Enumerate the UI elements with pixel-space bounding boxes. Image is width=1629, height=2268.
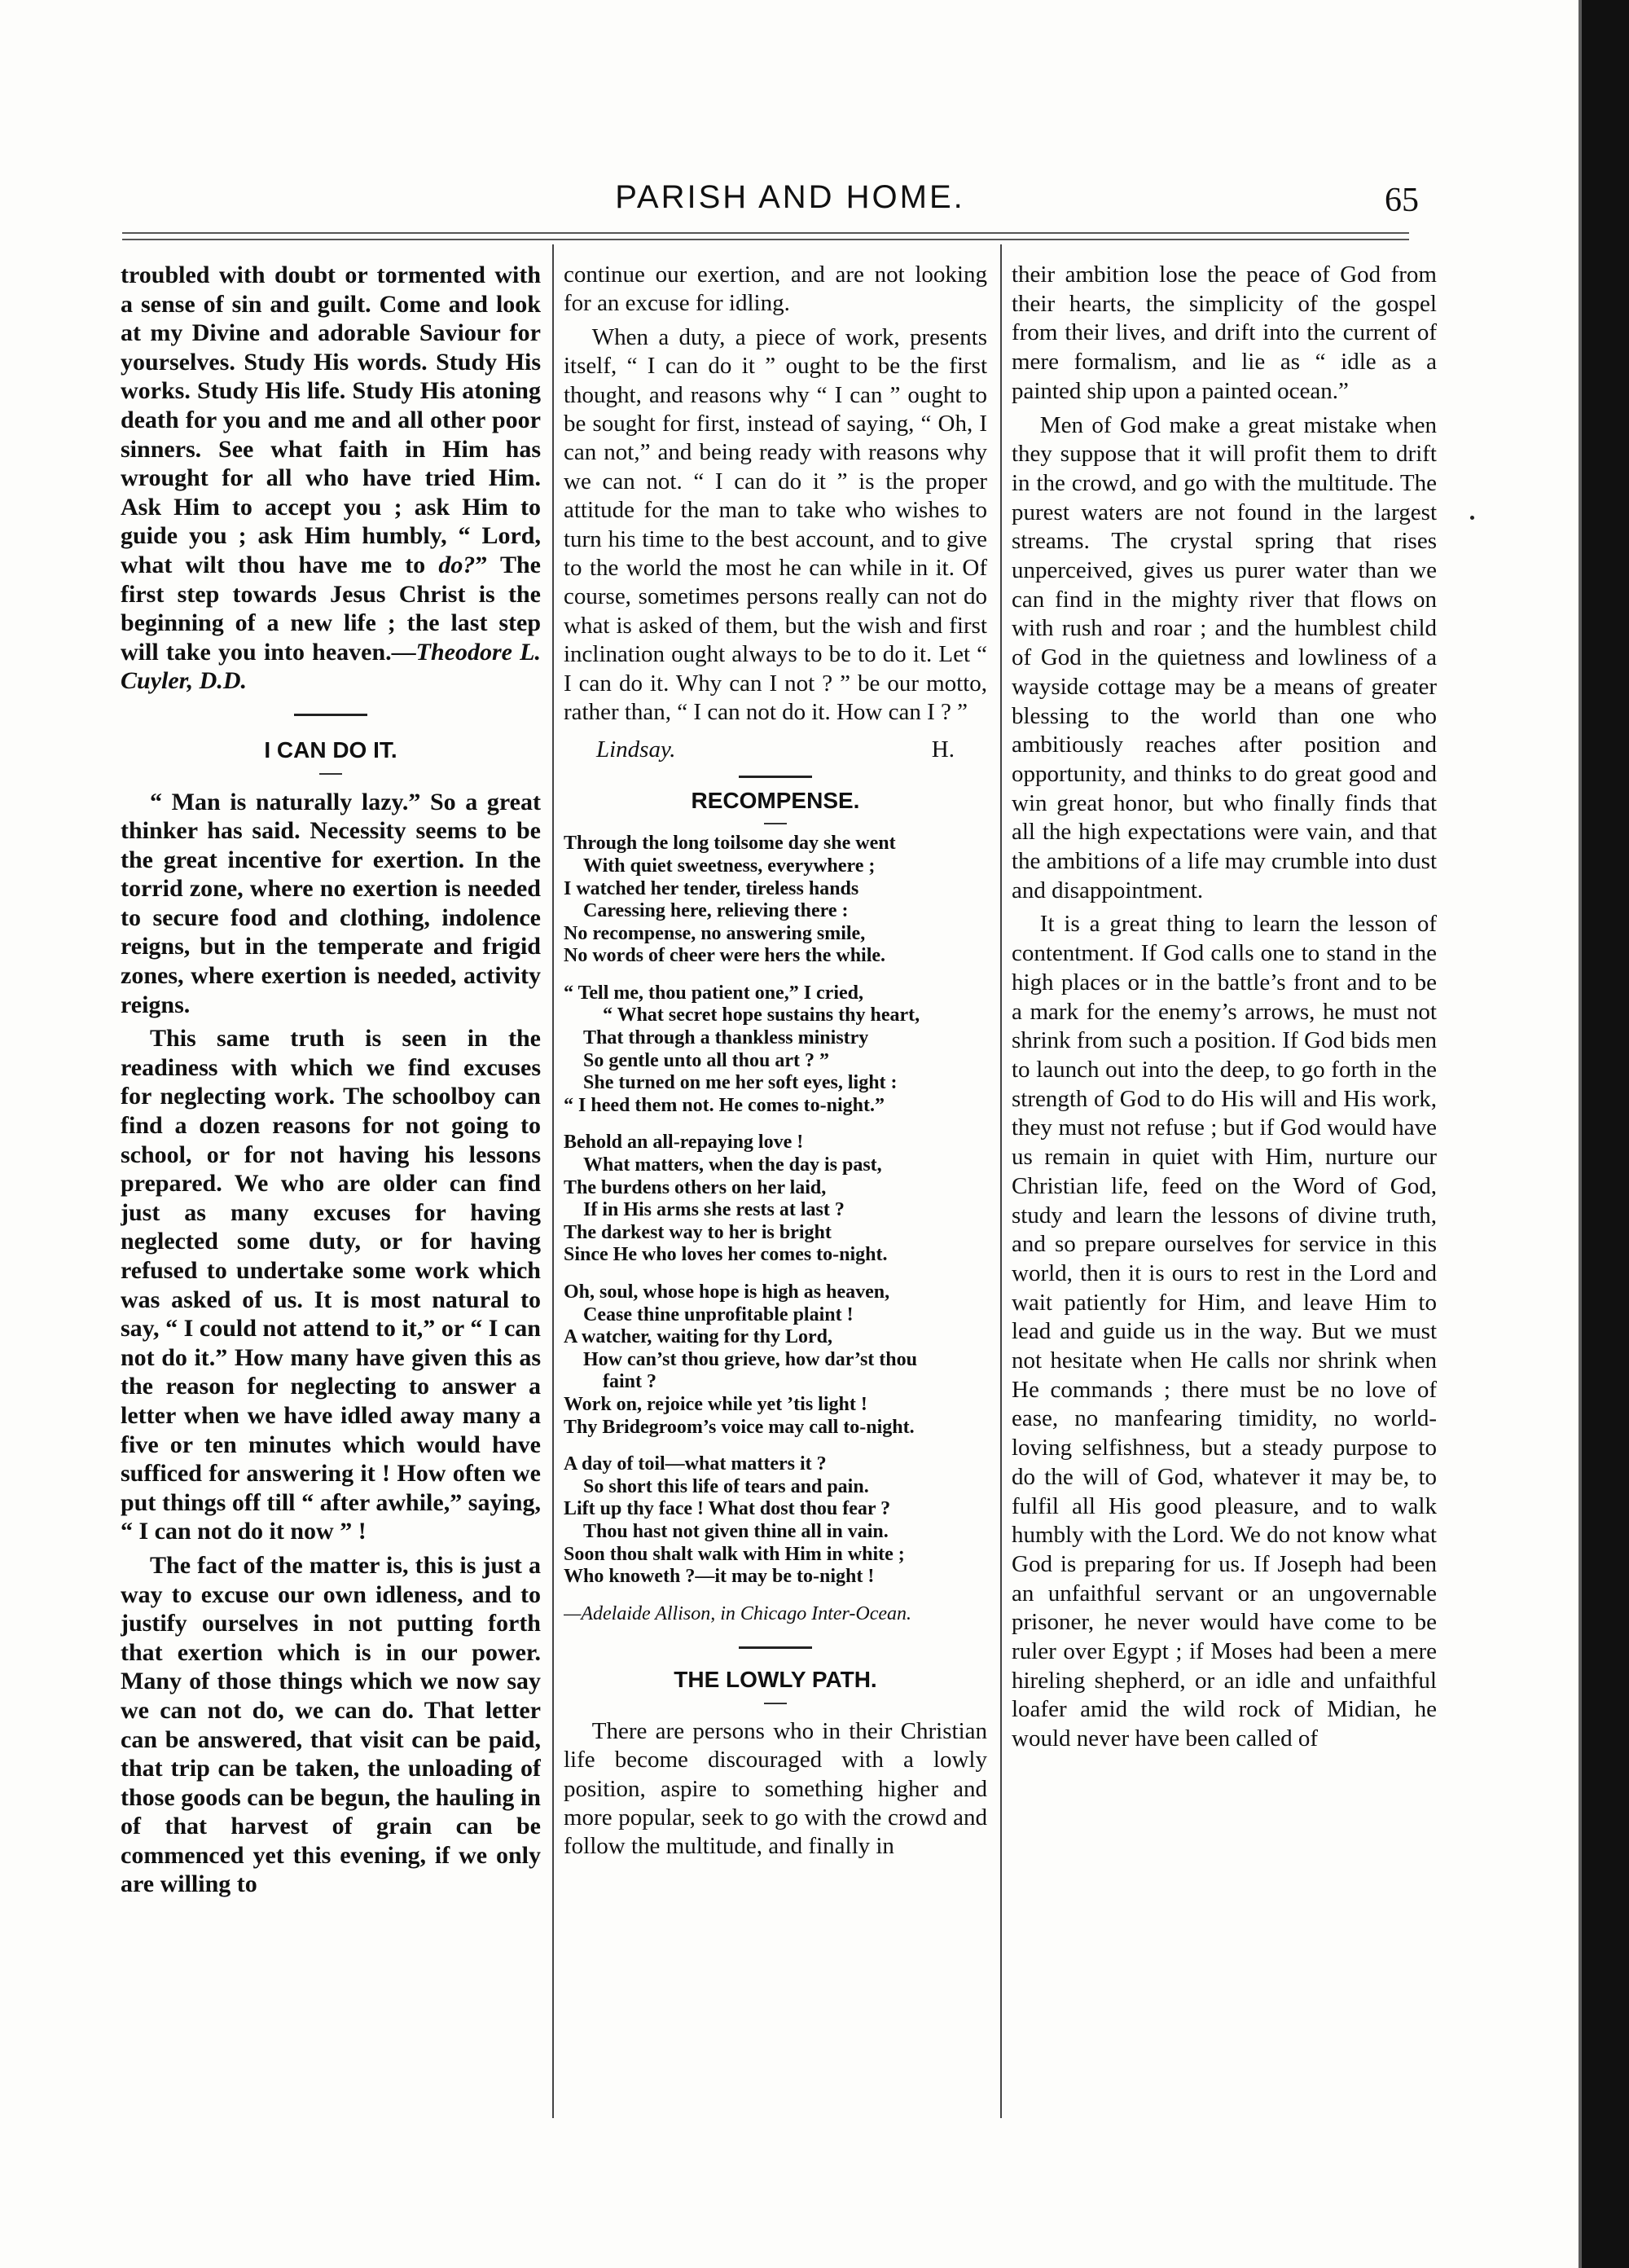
section-divider (294, 714, 367, 716)
book-spine-shadow (1579, 0, 1629, 2268)
poem-line: Caressing here, relieving there : (583, 900, 849, 922)
cuyler-author: Theodore L. Cuyler, D.D. (121, 638, 541, 695)
poem-line: “ I heed them not. He comes to-night.” (564, 1094, 885, 1116)
signature-initial: H. (931, 736, 955, 763)
signature-place: Lindsay. (596, 736, 676, 763)
column-left (121, 261, 541, 1904)
poem-line: Thou hast not given thine all in vain. (583, 1520, 889, 1542)
cuyler-italic-do: do? (438, 551, 476, 578)
poem-stanza (564, 833, 987, 968)
section-divider (739, 776, 812, 778)
heading-i-can-do-it: I CAN DO IT. (264, 736, 397, 763)
page-number: 65 (1385, 182, 1419, 219)
column-middle (564, 261, 987, 1866)
paragraph: When a duty, a piece of work, presents itself, “ I can do it ” ought to be the first thought, and reasons why “ I can ” ought to be sought for first, instead of saying, “ Oh, I can not,” and being ready with reasons why we can not. “ I can do it ” is the proper attitude for the man to take who wishes to turn his time to the best account, and to give to the world the most he can while in it. Of course, sometimes persons really can not do what is asked of them, but the wish and first inclination ought always to be to do it. Let “ I can do it. Why can I not ? ” be our motto, rather than, “ I can not do it. How can I ? ” (564, 323, 987, 726)
paragraph: “ Man is naturally lazy.” So a great thinker has said. Necessity seems to be the great incentive for exertion. In the torrid zone, where no exertion is needed to secure food and clothing, indolence reigns, but in the temperate and frigid zones, where exertion is needed, activity reigns. (121, 788, 541, 1018)
poem-stanza (564, 1132, 987, 1267)
poem-line: So gentle unto all thou art ? ” (583, 1049, 830, 1071)
paragraph: Men of God make a great mistake when they suppose that it will profit them to drift in the crowd, and go with the multitude. The purest waters are not found in the largest streams. The crystal spring that rises unperceived, gives us purer water than we can find in the mighty river that flows on with rush and roar ; and the humblest child of God in the quietness and lowliness of a wayside cottage may be a means of greater blessing to the world than one who ambitiously reaches after position and opportunity, and thinks to do great good and win great honor, but who finally finds that all the high expectations were vain, and that the ambitions of a life may crumble into dust and disappointment. (1012, 411, 1437, 903)
poem-line: The darkest way to her is bright (564, 1221, 832, 1243)
poem-line: Behold an all-repaying love ! (564, 1132, 804, 1154)
paragraph: This same truth is seen in the readiness with which we find excuses for neglecting work. The schoolboy can find a dozen reasons for not going to school, or for not having his lessons prepared. We who are older can find just as many excuses for having neglected some duty, or for having refused to undertake some work which was asked of us. It is most natural to say, “ I could not attend to it,” or “ I can not do it.” How many have given this as the reason for neglecting to answer a letter when we have idled away many a five or ten minutes which would have sufficed for answering it ! How often we put things off till “ after awhile,” saying, “ I can not do it now ” ! (121, 1025, 541, 1545)
poem-line: Soon thou shalt walk with Him in white ; (564, 1543, 905, 1565)
column-divider-2 (1000, 244, 1002, 2118)
poem-line: A watcher, waiting for thy Lord, (564, 1326, 832, 1348)
poem-line: Through the long toilsome day she went (564, 833, 896, 855)
cuyler-text: troubled with doubt or tormented with a sense of sin and guilt. Come and look at my Divine and adorable Saviour for yourselves. Study His words. Study His works. Study His life. Study His atoning death for you and me and all other poor sinners. See what faith in Him has wrought for all who have tried Him. Ask Him to accept you ; ask Him to guide you ; ask Him humbly, “ Lord, what wilt thou have me to (121, 262, 541, 578)
heading-rule (319, 773, 342, 775)
poem-line: No words of cheer were hers the while. (564, 945, 886, 967)
poem-line: No recompense, no answering smile, (564, 922, 866, 944)
paragraph: continue our exertion, and are not looking for an excuse for idling. (564, 262, 987, 317)
poem-line: I watched her tender, tireless hands (564, 877, 859, 899)
poem-line: With quiet sweetness, everywhere ; (583, 855, 876, 877)
poem-line: A day of toil—what matters it ? (564, 1453, 827, 1475)
page-edge (1579, 0, 1582, 2268)
heading-lowly-path: THE LOWLY PATH. (674, 1667, 877, 1693)
poem-stanza (564, 1453, 987, 1589)
paragraph: their ambition lose the peace of God from their hearts, the simplicity of the gospel from their lives, and drift into the current of mere formalism, and lie as “ idle as a painted ship upon a painted ocean.” (1012, 262, 1437, 404)
paragraph: There are persons who in their Christian life become discouraged with a lowly position, aspire to something higher and more popular, seek to go with the crowd and follow the multitude, and finally in (564, 1717, 987, 1860)
signature-line (564, 732, 987, 764)
poem-line: faint ? (603, 1371, 656, 1393)
poem-line: If in His arms she rests at last ? (583, 1199, 845, 1221)
column-right (1012, 261, 1437, 1759)
poem-line: So short this life of tears and pain. (583, 1475, 869, 1497)
poem-line: Since He who loves her comes to-night. (564, 1244, 888, 1266)
heading-recompense: RECOMPENSE. (691, 787, 860, 813)
poem-line: Work on, rejoice while yet ’tis light ! (564, 1393, 867, 1415)
poem-line: That through a thankless ministry (583, 1027, 869, 1049)
header-rule-top (122, 232, 1409, 234)
cuyler-paragraph (121, 261, 541, 696)
poem-line: Thy Bridegroom’s voice may call to-night. (564, 1416, 915, 1438)
poem-stanza (564, 982, 987, 1118)
poem-stanza (564, 1281, 987, 1439)
heading-rule (764, 823, 787, 824)
poem-line: The burdens others on her laid, (564, 1176, 827, 1198)
column-divider-1 (552, 244, 554, 2118)
poem-attribution: —Adelaide Allison, in Chicago Inter-Ocean. (564, 1602, 912, 1624)
running-header-title: PARISH AND HOME. (615, 179, 965, 215)
cuyler-text-end: ” The first step towards Jesus Christ is the beginning of a new life ; the last step will take you into heaven.— (121, 551, 541, 666)
poem-line: Who knoweth ?—it may be to-night ! (564, 1566, 875, 1588)
section-divider (739, 1646, 812, 1649)
heading-rule (764, 1703, 787, 1704)
poem-recompense (564, 833, 987, 1588)
poem-line: She turned on me her soft eyes, light : (583, 1072, 898, 1094)
poem-line: “ What secret hope sustains thy heart, (603, 1004, 920, 1026)
poem-line: Cease thine unprofitable plaint ! (583, 1303, 854, 1325)
print-speck (1470, 516, 1474, 520)
poem-line: “ Tell me, thou patient one,” I cried, (564, 982, 864, 1004)
poem-line: What matters, when the day is past, (583, 1154, 882, 1176)
poem-line: How can’st thou grieve, how dar’st thou (583, 1348, 917, 1370)
paragraph: The fact of the matter is, this is just a way to excuse our own idleness, and to justify ourselves in not putting forth that exertion which is in our power. Many of those things which we now say we can not do, we can do. That letter can be answered, that visit can be paid, that trip can be taken, the unloading of those goods can be begun, the hauling in of that harvest of grain can be commenced yet this evening, if we only are willing to (121, 1551, 541, 1898)
paragraph: It is a great thing to learn the lesson of contentment. If God calls one to stand in the high places or in the battle’s front and to be a mark for the enemy’s arrows, he must not shrink from such a position. If God bids men to launch out into the deep, to go forth in the strength of God to do His will and His work, they must not refuse ; but if God would have us remain in quiet with Him, nurture our Christian life, feed on the Word of God, study and learn the lessons of divine truth, and so prepare ourselves for service in this world, then it is ours to rest in the Lord and wait patiently for Him, and leave Him to lead and guide us in the way. But we must not hesitate when He calls nor shrink when He commands ; there must be no love of ease, no manfearing timidity, no world-loving selfishness, but a steady purpose to do the will of God, whatever it may be, to fulfil all His good pleasure, and to walk humbly with the Lord. We do not know what God is preparing for us. If Joseph had been an unfaithful servant or an ungovernable prisoner, he never would have come to be ruler over Egypt ; if Moses had been a mere hireling shepherd, or an idle and unfaithful loafer amid the wild rock of Midian, he would never have been called of (1012, 911, 1437, 1752)
poem-line: Lift up thy face ! What dost thou fear ? (564, 1498, 891, 1520)
poem-line: Oh, soul, whose hope is high as heaven, (564, 1281, 890, 1303)
header-rule-bottom (122, 239, 1409, 240)
